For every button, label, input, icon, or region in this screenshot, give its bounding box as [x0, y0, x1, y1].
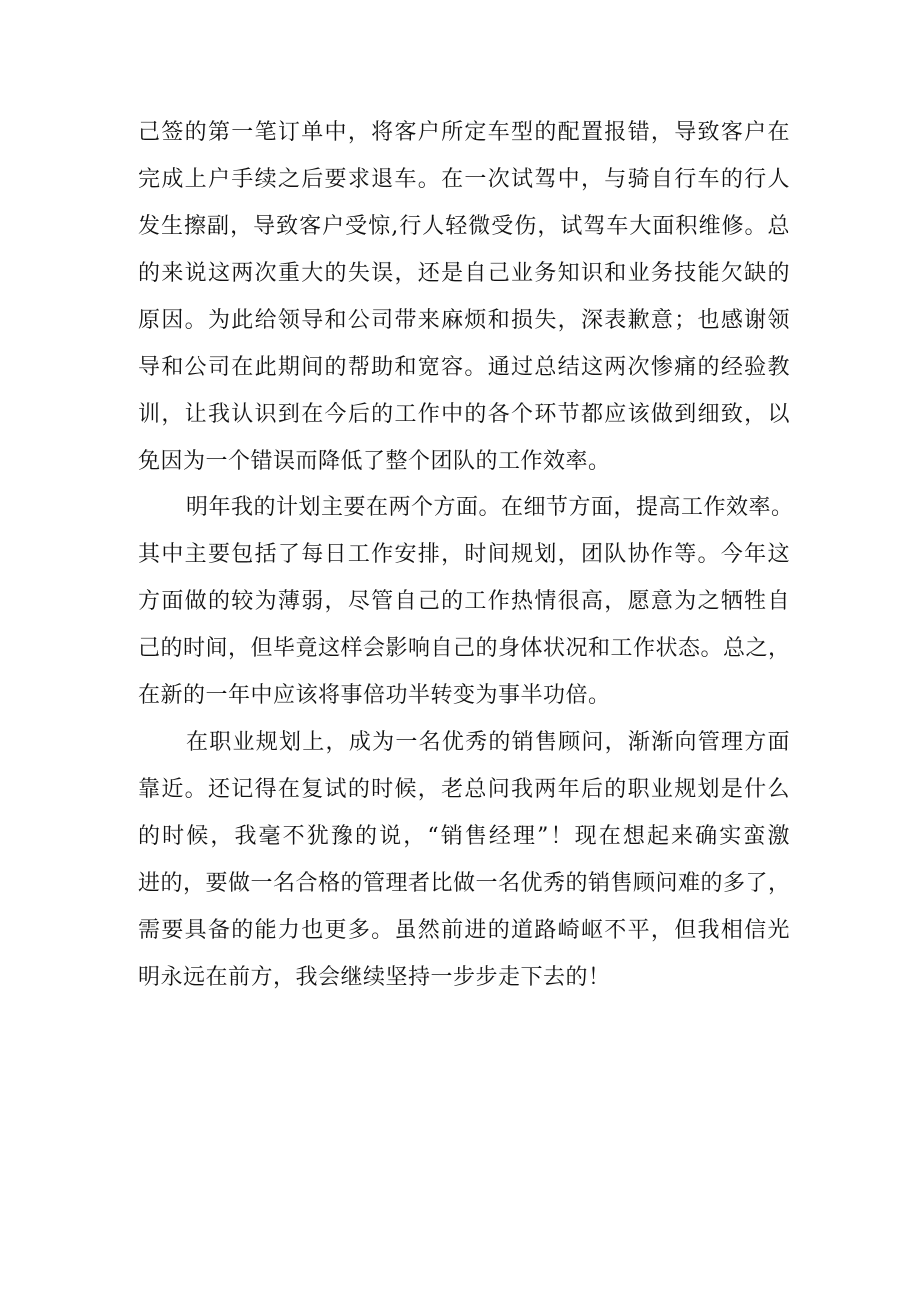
paragraph-line: 己的时间，但毕竟这样会影响自己的身体状况和工作状态。总之， — [138, 636, 791, 661]
paragraph-line: 原因。为此给领导和公司带来麻烦和损失，深表歉意；也感谢领 — [138, 308, 790, 333]
paragraph-line: 的时候，我毫不犹豫的说，“销售经理”！现在想起来确实蛮激 — [138, 824, 790, 849]
paragraph-line: 己签的第一笔订单中，将客户所定车型的配置报错，导致客户在 — [138, 120, 790, 145]
paragraph-line: 免因为一个错误而降低了整个团队的工作效率。 — [138, 449, 611, 474]
paragraph-line: 明永远在前方，我会继续坚持一步步走下去的！ — [138, 965, 611, 990]
paragraph-line: 导和公司在此期间的帮助和宽容。通过总结这两次惨痛的经验教 — [138, 355, 790, 380]
paragraph-line: 明年我的计划主要在两个方面。在细节方面，提高工作效率。 — [186, 495, 794, 520]
paragraph-line: 训，让我认识到在今后的工作中的各个环节都应该做到细致，以 — [138, 402, 790, 427]
paragraph-line: 完成上户手续之后要求退车。在一次试驾中，与骑自行车的行人 — [138, 167, 790, 192]
paragraph-line: 的来说这两次重大的失误，还是自己业务知识和业务技能欠缺的 — [138, 261, 790, 286]
paragraph-line: 靠近。还记得在复试的时候，老总问我两年后的职业规划是什么 — [138, 777, 790, 802]
paragraph-line: 需要具备的能力也更多。虽然前进的道路崎岖不平，但我相信光 — [138, 918, 790, 943]
paragraph-line: 进的，要做一名合格的管理者比做一名优秀的销售顾问难的多了， — [138, 871, 791, 896]
paragraph-line: 在新的一年中应该将事倍功半转变为事半功倍。 — [138, 683, 611, 708]
paragraph-line: 方面做的较为薄弱，尽管自己的工作热情很高，愿意为之牺牲自 — [138, 589, 790, 614]
paragraph-line: 在职业规划上，成为一名优秀的销售顾问，渐渐向管理方面 — [186, 730, 790, 755]
paragraph-line: 发生擦副，导致客户受惊,行人轻微受伤，试驾车大面积维修。总 — [138, 214, 790, 239]
paragraph-line: 其中主要包括了每日工作安排，时间规划，团队协作等。今年这 — [138, 542, 790, 567]
